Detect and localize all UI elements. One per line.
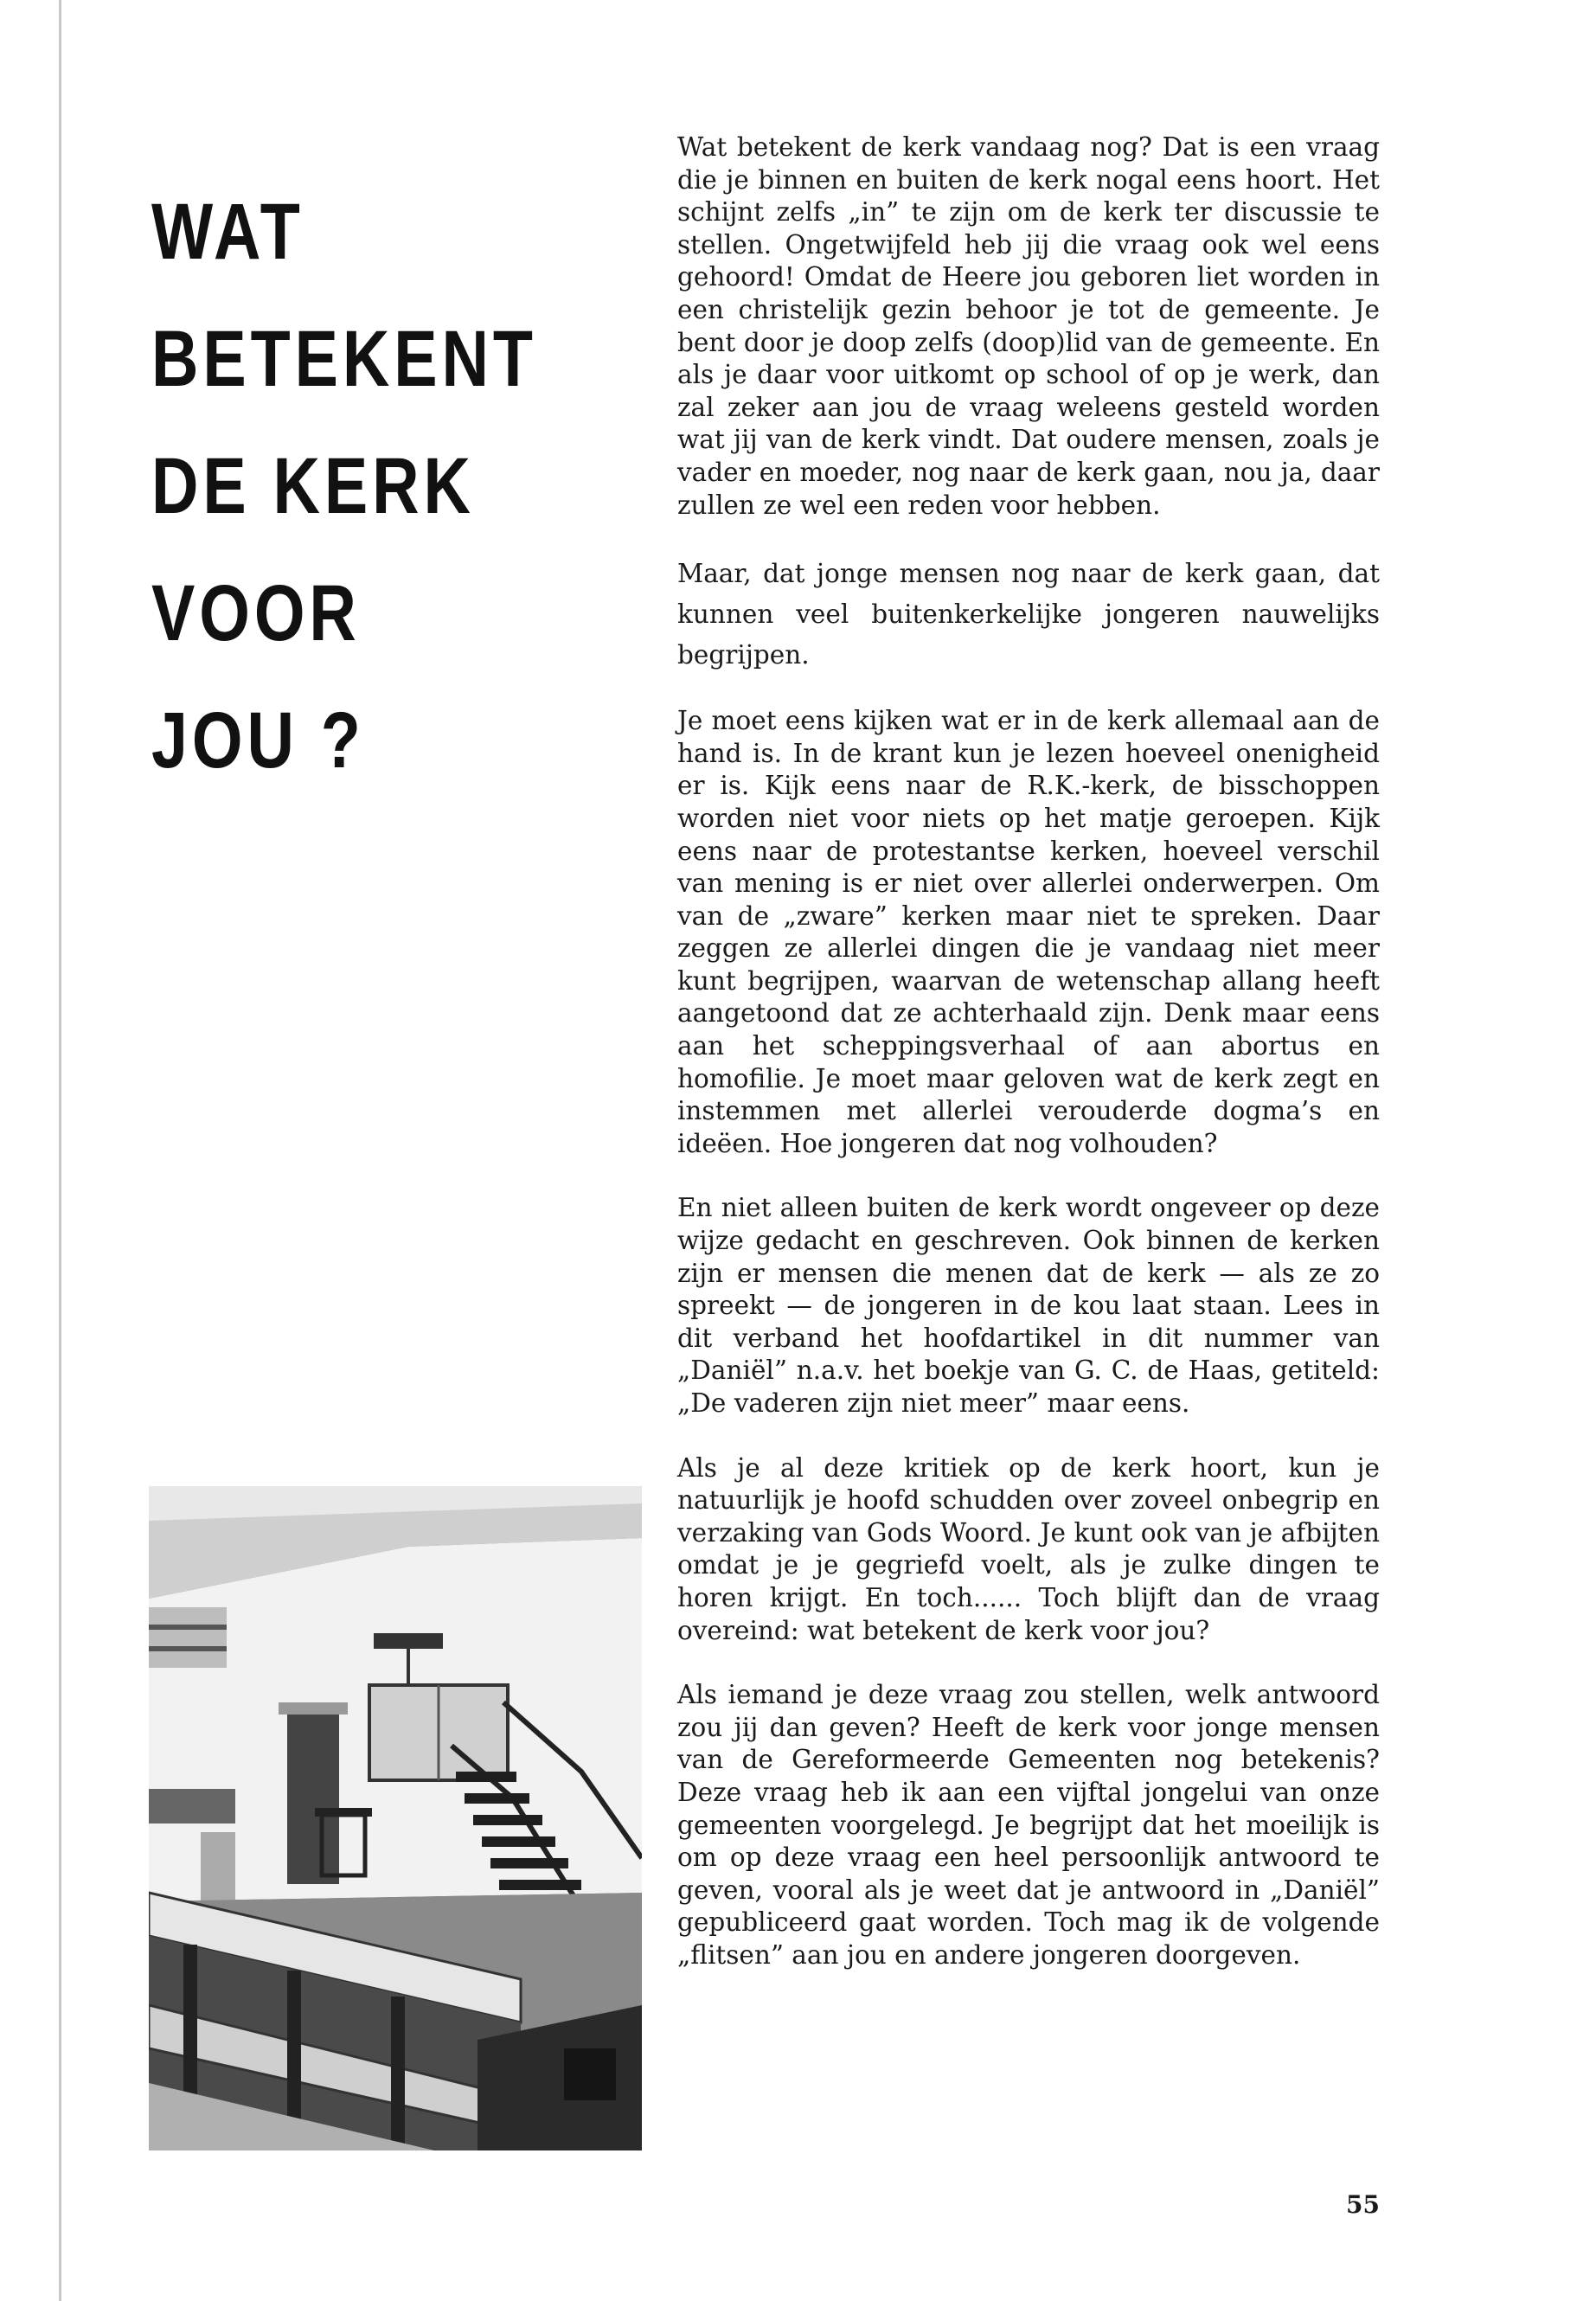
page-edge (59, 0, 61, 2301)
paragraph: Je moet eens kijken wat er in de kerk allemaal aan de hand is. In de krant kun je lezen hoeveel onenigheid er is. Kijk eens naar de R.K.-kerk, de bisschoppen worden niet voor niets op het matje geroepen. Kijk eens naar de protestantse kerken, hoeveel verschil van mening is er niet over allerlei onderwerpen. Om van de „zware” kerken maar niet te spreken. Daar zeggen ze allerlei dingen die je vandaag niet meer kunt begrijpen, waarvan de wetenschap allang heeft aangetoond dat ze achterhaald zijn. Denk maar eens aan het scheppingsverhaal of aan abortus en homofilie. Je moet maar geloven wat de kerk zegt en instemmen met allerlei verouderde dogma’s en ideëen. Hoe jongeren dat nog volhouden? (677, 706, 1380, 1158)
paragraph: Als iemand je deze vraag zou stellen, welk antwoord zou jij dan geven? Heeft de kerk voor jonge mensen van de Gereformeerde Gemeenten nog betekenis? Deze vraag heb ik aan een vijftal jongelui van onze gemeenten voorgelegd. Je begrijpt dat het moeilijk is om op deze vraag een heel persoonlijk antwoord te geven, vooral als je weet dat je antwoord in „Daniël” gepubliceerd gaat worden. Toch mag ik de volgende „flitsen” aan jou en andere jongeren doorgeven. (677, 1680, 1380, 1970)
title-line: VOOR (151, 569, 361, 657)
article-body (677, 131, 1380, 2004)
paragraph: En niet alleen buiten de kerk wordt ongeveer op deze wijze gedacht en geschreven. Ook binnen de kerken zijn er mensen die menen dat de kerk — als ze zo spreekt — de jongeren in de kou laat staan. Lees in dit verband het hoofdartikel in dit nummer van „Daniël” n.a.v. het boekje van G. C. de Haas, getiteld: „De vaderen zijn niet meer” maar eens. (677, 1193, 1380, 1418)
page-number: 55 (1346, 2190, 1380, 2219)
paragraph: Wat betekent de kerk vandaag nog? Dat is een vraag die je binnen en buiten de kerk nogal eens hoort. Het schijnt zelfs „in” te zijn om de kerk ter discussie te stellen. Ongetwijfeld heb jij die vraag ook wel eens gehoord! Omdat de Heere jou geboren liet worden in een christelijk gezin behoor je tot de gemeente. Je bent door je doop zelfs (doop)lid van de gemeente. En als je daar voor uitkomt op school of op je werk, dan zal zeker aan jou de vraag weleens gesteld worden wat jij van de kerk vindt. Dat oudere mensen, zoals je vader en moeder, nog naar de kerk gaan, nou ja, daar zullen ze wel een reden voor hebben. (677, 132, 1380, 520)
paragraph: Maar, dat jonge mensen nog naar de kerk gaan, dat kunnen veel buitenkerkelijke jongeren nauwelijks begrijpen. (677, 559, 1380, 670)
title-line: JOU ? (151, 696, 365, 785)
church-interior-photo (149, 1486, 642, 2150)
title-line: WAT (151, 188, 304, 276)
article-title (151, 169, 537, 804)
title-line: BETEKENT (151, 315, 537, 403)
title-line: DE KERK (151, 442, 475, 530)
paragraph: Als je al deze kritiek op de kerk hoort, kun je natuurlijk je hoofd schudden over zoveel onbegrip en verzaking van Gods Woord. Je kunt ook van je afbijten omdat je je gegriefd voelt, als je zulke dingen te horen krijgt. En toch...... Toch blijft dan de vraag overeind: wat betekent de kerk voor jou? (677, 1452, 1380, 1645)
